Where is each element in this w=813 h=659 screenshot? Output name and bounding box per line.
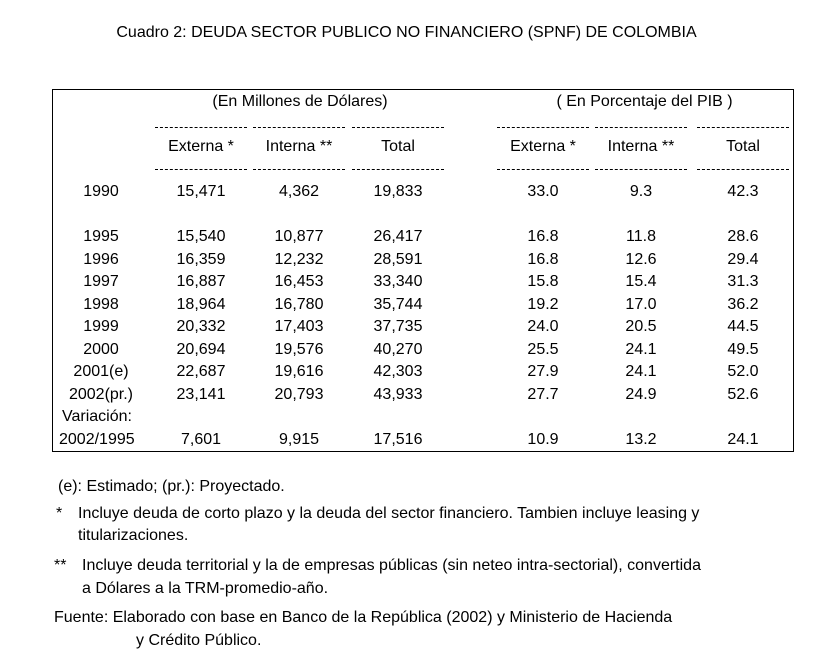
note1-text-cont: titularizaciones.: [78, 527, 189, 544]
note2-text-cont: a Dólares a la TRM-promedio-año.: [82, 580, 329, 597]
table-cell: 4,362: [278, 183, 320, 200]
row-label: 1996: [83, 251, 119, 268]
table-cell: 29.4: [727, 251, 759, 268]
table-cell: 15,540: [176, 228, 226, 245]
table-cell: 49.5: [727, 341, 759, 358]
table-cell: 25.5: [527, 341, 559, 358]
table-cell: 20,793: [274, 386, 324, 403]
note1-marker: *: [56, 505, 63, 522]
header-dash-line: [253, 169, 345, 170]
variation-cell: 7,601: [180, 431, 222, 448]
group-header-pib: ( En Porcentaje del PIB ): [556, 93, 733, 110]
row-label: 1999: [83, 318, 119, 335]
row-label: 1995: [83, 228, 119, 245]
table-title: Cuadro 2: DEUDA SECTOR PUBLICO NO FINANCIERO (SPNF) DE COLOMBIA: [116, 24, 697, 41]
table-cell: 33,340: [373, 273, 423, 290]
table-cell: 52.6: [727, 386, 759, 403]
table-cell: 19,833: [373, 183, 423, 200]
group-header-usd: (En Millones de Dólares): [212, 93, 388, 110]
source-note: Fuente: Elaborado con base en Banco de la República (2002) y Ministerio de Hacienda: [54, 609, 673, 626]
table-cell: 11.8: [626, 228, 656, 245]
table-cell: 17,403: [274, 318, 324, 335]
table-cell: 42,303: [373, 363, 423, 380]
table-cell: 16.8: [527, 228, 559, 245]
column-header: Total: [381, 138, 415, 155]
table-cell: 16,887: [176, 273, 226, 290]
header-dash-line: [155, 169, 247, 170]
table-cell: 23,141: [176, 386, 226, 403]
column-header: Interna **: [265, 138, 333, 155]
column-header: Interna **: [607, 138, 675, 155]
note1-text: Incluye deuda de corto plazo y la deuda del sector financiero. Tambien incluye leasing y: [78, 505, 700, 522]
header-dash-line: [595, 169, 687, 170]
note2-text: Incluye deuda territorial y la de empresas públicas (sin neteo intra-sectorial), convertida: [82, 557, 701, 574]
table-cell: 42.3: [727, 183, 759, 200]
table-cell: 15.4: [625, 273, 657, 290]
table-cell: 36.2: [727, 296, 759, 313]
column-header: Total: [726, 138, 760, 155]
table-cell: 40,270: [373, 341, 423, 358]
table-cell: 16,780: [274, 296, 324, 313]
header-dash-line: [352, 127, 444, 128]
table-cell: 12.6: [625, 251, 657, 268]
header-dash-line: [697, 127, 789, 128]
header-dash-line: [497, 169, 589, 170]
header-dash-line: [253, 127, 345, 128]
header-dash-line: [697, 169, 789, 170]
table-cell: 33.0: [527, 183, 559, 200]
header-dash-line: [155, 127, 247, 128]
table-cell: 16,359: [176, 251, 226, 268]
table-cell: 15.8: [527, 273, 559, 290]
row-label: 1998: [83, 296, 119, 313]
column-header: Externa *: [510, 138, 576, 155]
row-label: 2001(e): [73, 363, 129, 380]
table-cell: 19,576: [274, 341, 324, 358]
table-cell: 9.3: [629, 183, 653, 200]
table-cell: 16.8: [527, 251, 559, 268]
header-dash-line: [497, 127, 589, 128]
table-cell: 15,471: [176, 183, 226, 200]
row-label: 1990: [83, 183, 119, 200]
header-dash-line: [352, 169, 444, 170]
table-cell: 19.2: [527, 296, 559, 313]
row-label: 2002(pr.): [68, 386, 134, 403]
table-cell: 24.9: [625, 386, 657, 403]
table-cell: 16,453: [274, 273, 324, 290]
table-cell: 12,232: [274, 251, 324, 268]
table-cell: 20.5: [625, 318, 657, 335]
table-cell: 19,616: [274, 363, 324, 380]
table-cell: 31.3: [727, 273, 759, 290]
table-cell: 27.9: [527, 363, 559, 380]
table-cell: 52.0: [727, 363, 759, 380]
table-cell: 20,332: [176, 318, 226, 335]
variation-cell: 10.9: [527, 431, 559, 448]
table-cell: 24.0: [527, 318, 559, 335]
table-cell: 20,694: [176, 341, 226, 358]
table-cell: 24.1: [625, 341, 657, 358]
table-cell: 43,933: [373, 386, 423, 403]
row-label: 2000: [83, 341, 119, 358]
table-cell: 18,964: [176, 296, 226, 313]
table-cell: 24.1: [625, 363, 657, 380]
table-cell: 28,591: [373, 251, 423, 268]
table-cell: 35,744: [373, 296, 423, 313]
table-cell: 37,735: [373, 318, 423, 335]
table-cell: 10,877: [274, 228, 324, 245]
variation-cell: 24.1: [727, 431, 759, 448]
table-cell: 28.6: [727, 228, 759, 245]
note2-marker: **: [54, 557, 67, 574]
variation-cell: 9,915: [278, 431, 320, 448]
table-cell: 26,417: [373, 228, 423, 245]
variation-cell: 17,516: [373, 431, 423, 448]
variation-cell: 13.2: [625, 431, 657, 448]
header-dash-line: [595, 127, 687, 128]
source-note-cont: y Crédito Público.: [136, 632, 262, 649]
column-header: Externa *: [168, 138, 234, 155]
variation-period: 2002/1995: [59, 431, 135, 448]
variation-label: Variación:: [62, 408, 132, 425]
table-cell: 17.0: [625, 296, 657, 313]
estimado-note: (e): Estimado; (pr.): Proyectado.: [58, 478, 285, 495]
table-cell: 44.5: [727, 318, 759, 335]
table-cell: 22,687: [176, 363, 226, 380]
table-cell: 27.7: [527, 386, 559, 403]
row-label: 1997: [83, 273, 119, 290]
